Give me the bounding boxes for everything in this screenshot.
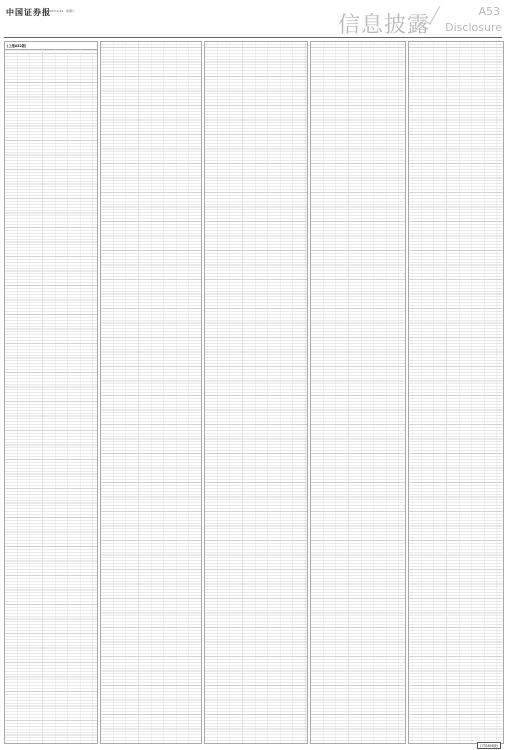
section-subtitle: Disclosure [445, 21, 502, 34]
table-column-2 [100, 41, 202, 744]
table-column-1 [4, 41, 98, 744]
table-rows [311, 42, 405, 743]
table-rows [101, 42, 201, 743]
continued-to-label: (下转A54版) [477, 742, 501, 749]
issue-date: 2023.4.29 [48, 9, 64, 13]
continued-from-label: (上接A52版) [5, 42, 97, 50]
table-column-3 [204, 41, 308, 744]
table-column-5 [408, 41, 504, 744]
page-code: A53 [478, 5, 500, 18]
masthead [0, 0, 506, 36]
newspaper-brand: 中国证券报 [6, 7, 51, 17]
table-rows [409, 42, 503, 743]
table-rows [205, 42, 307, 743]
table-column-4 [310, 41, 406, 744]
header-rule [4, 37, 502, 38]
issue-weekday: 星期六 [66, 9, 76, 13]
table-rows [5, 48, 97, 743]
section-title: 信息披露 [337, 13, 430, 38]
